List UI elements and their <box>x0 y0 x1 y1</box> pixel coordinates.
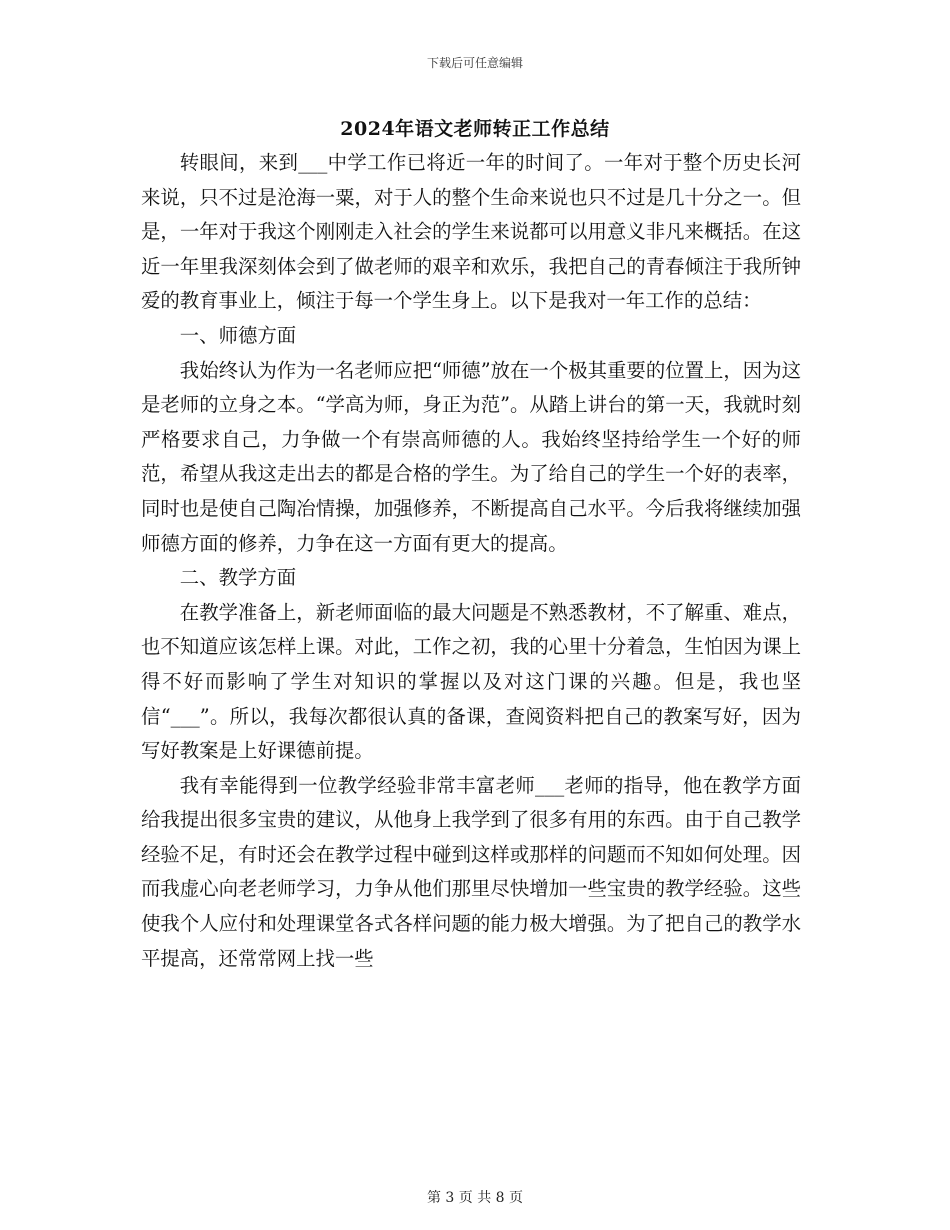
download-editable-note: 下载后可任意编辑 <box>426 56 523 70</box>
section-heading-teaching: 二、教学方面 <box>179 566 297 590</box>
document-body <box>141 146 801 976</box>
paragraph-mentor: 我有幸能得到一位教学经验非常丰富老师___老师的指导，他在教学方面给我提出很多宝贵的建议，从他身上我学到了很多有用的东西。由于自己教学经验不足，有时还会在教学过程中碰到这样或那样的问题而不知如何处理。因而我虚心向老老师学习，力争从他们那里尽快增加一些宝贵的教学经验。这些使我个人应付和处理课堂各式各样问题的能力极大增强。为了把自己的教学水平提高，还常常网上找一些 <box>141 773 801 970</box>
paragraph-intro: 转眼间，来到___中学工作已将近一年的时间了。一年对于整个历史长河来说，只不过是沧海一粟，对于人的整个生命来说也只不过是几十分之一。但是，一年对于我这个刚刚走入社会的学生来说都可以用意义非凡来概括。在这近一年里我深刻体会到了做老师的艰辛和欢乐，我把自己的青春倾注于我所钟爱的教育事业上，倾注于每一个学生身上。以下是我对一年工作的总结： <box>141 151 801 313</box>
page-number: 第 3 页 共 8 页 <box>426 1190 524 1206</box>
paragraph-teaching-prep: 在教学准备上，新老师面临的最大问题是不熟悉教材，不了解重、难点，也不知道应该怎样上课。对此，工作之初，我的心里十分着急，生怕因为课上得不好而影响了学生对知识的掌握以及对这门课的兴趣。但是，我也坚信“___”。所以，我每次都很认真的备课，查阅资料把自己的教案写好，因为写好教案是上好课德前提。 <box>141 600 801 763</box>
paragraph-ethics: 我始终认为作为一名老师应把“师德”放在一个极其重要的位置上，因为这是老师的立身之本。“学高为师，身正为范”。从踏上讲台的第一天，我就时刻严格要求自己，力争做一个有崇高师德的人。我始终坚持给学生一个好的师范，希望从我这走出去的都是合格的学生。为了给自己的学生一个好的表率，同时也是使自己陶冶情操，加强修养，不断提高自己水平。今后我将继续加强师德方面的修养，力争在这一方面有更大的提高。 <box>141 358 801 555</box>
section-heading-ethics: 一、师德方面 <box>179 323 297 347</box>
document-title: 2024年语文老师转正工作总结 <box>340 118 610 140</box>
